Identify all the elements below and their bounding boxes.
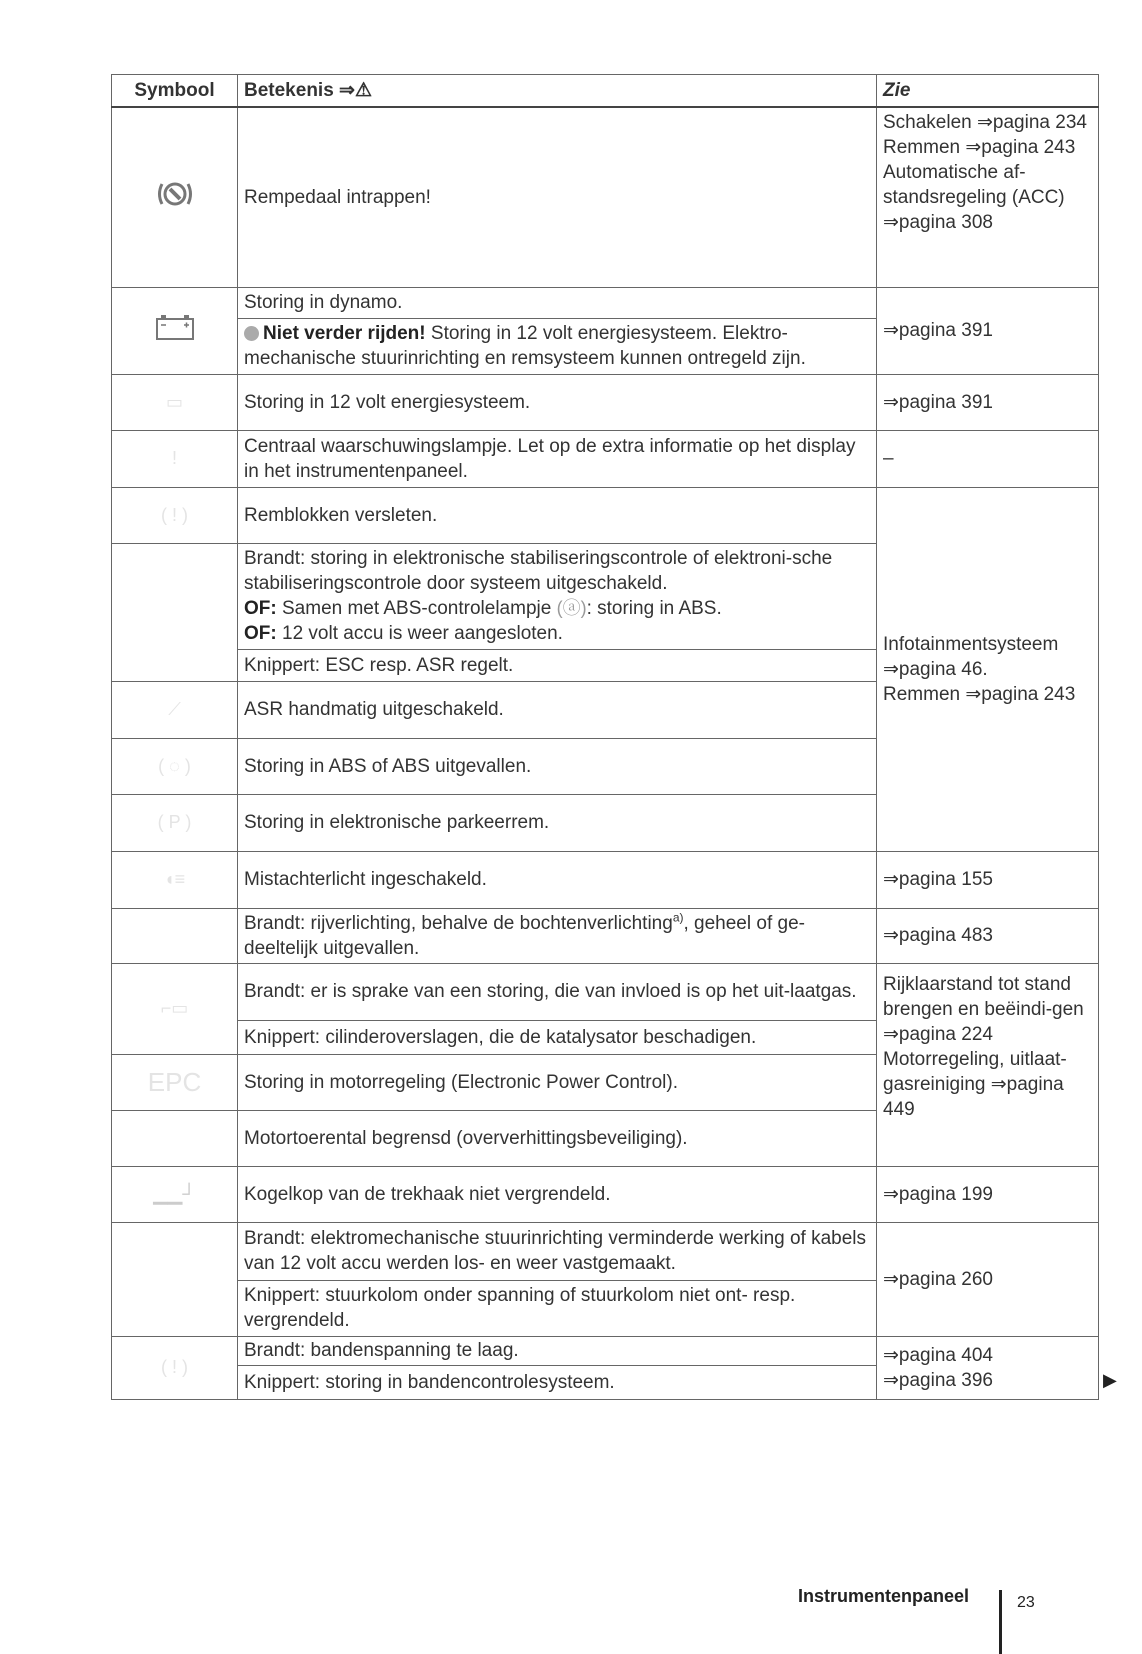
meaning-cell: Knippert: cilinderoverslagen, die de katalysator beschadigen. xyxy=(238,1020,877,1054)
header-meaning-label: Betekenis ⇒ xyxy=(244,80,355,101)
table-row xyxy=(112,374,1099,430)
abs-icon: ( ◌ ) xyxy=(112,738,238,794)
battery-icon xyxy=(112,287,238,374)
epc-icon: EPC xyxy=(112,1054,238,1110)
battery-faint-icon: ▭ xyxy=(112,374,238,430)
parking-brake-icon: ( P ) xyxy=(112,794,238,851)
meaning-text: Brandt: storing in elektronische stabiliseringscontrole of elektroni-sche stabiliseringscontrole door systeem uitgeschakeld. xyxy=(244,548,833,594)
meaning-text: , geheel of ge-deeltelijk uitgevallen. xyxy=(244,912,805,959)
see-cell: Schakelen ⇒pagina 234 Remmen ⇒pagina 243 Automatische af-standsregeling (ACC) ⇒pagina 308 xyxy=(877,107,1099,287)
see-cell: ⇒pagina 483 xyxy=(877,908,1099,963)
meaning-text: Storing in 12 volt energiesysteem. Elektro-mechanische stuurinrichting en remsysteem kunnen ontregeld zijn. xyxy=(244,323,806,369)
meaning-cell: Brandt: elektromechanische stuurinrichting verminderde werking of kabels van 12 volt accu werden los- en weer vastgemaakt. xyxy=(238,1222,877,1280)
table-header xyxy=(112,75,1099,108)
see-cell: ⇒pagina 260 xyxy=(877,1222,1099,1336)
meaning-cell xyxy=(238,318,877,374)
meaning-cell: Knippert: stuurkolom onder spanning of stuurkolom niet ont- resp. vergrendeld. xyxy=(238,1280,877,1336)
meaning-cell: Rempedaal intrappen! xyxy=(238,107,877,287)
meaning-cell: Storing in ABS of ABS uitgevallen. xyxy=(238,738,877,794)
meaning-cell xyxy=(238,908,877,963)
meaning-cell: Storing in motorregeling (Electronic Power Control). xyxy=(238,1054,877,1110)
footnote-ref: a) xyxy=(672,910,684,925)
header-meaning xyxy=(238,75,877,108)
table-row xyxy=(112,1222,1099,1280)
empty-symbol-cell xyxy=(112,908,238,963)
table-row xyxy=(112,908,1099,963)
rear-fog-light-icon: ◖≡ xyxy=(112,851,238,908)
meaning-cell: ASR handmatig uitgeschakeld. xyxy=(238,681,877,738)
table-row xyxy=(112,287,1099,318)
meaning-text: 12 volt accu is weer aangesloten. xyxy=(282,623,563,644)
footer-divider xyxy=(999,1590,1002,1654)
meaning-cell: Storing in 12 volt energiesysteem. xyxy=(238,374,877,430)
table-row xyxy=(112,963,1099,1020)
warning-text: Niet verder rijden! xyxy=(263,323,426,344)
brake-pads-icon: ( ! ) xyxy=(112,487,238,543)
see-cell: ⇒pagina 155 xyxy=(877,851,1099,908)
footer-section-title: Instrumentenpaneel xyxy=(798,1586,970,1606)
see-cell: ⇒pagina 199 xyxy=(877,1166,1099,1222)
table-row xyxy=(112,1166,1099,1222)
meaning-cell: Mistachterlicht ingeschakeld. xyxy=(238,851,877,908)
central-warning-icon: ! xyxy=(112,430,238,487)
empty-symbol-cell xyxy=(112,1222,238,1336)
continue-arrow-icon: ▶ xyxy=(1103,1370,1117,1390)
table-row xyxy=(112,107,1099,287)
stop-icon xyxy=(244,326,259,341)
meaning-text: Samen met ABS-controlelampje xyxy=(282,598,552,619)
meaning-cell: Knippert: storing in bandencontrolesysteem. xyxy=(238,1365,877,1399)
see-cell xyxy=(877,1336,1099,1399)
table-row xyxy=(112,487,1099,543)
meaning-cell xyxy=(238,543,877,649)
warning-lights-table xyxy=(111,74,1099,1400)
see-cell: ⇒pagina 391 xyxy=(877,287,1099,374)
warning-triangle-icon: ⚠ xyxy=(354,80,373,101)
meaning-cell: Kogelkop van de trekhaak niet vergrendeld. xyxy=(238,1166,877,1222)
table-row xyxy=(112,1336,1099,1365)
see-cell: ⇒pagina 391 xyxy=(877,374,1099,430)
see-cell: Infotainmentsysteem ⇒pagina 46. Remmen ⇒pagina 243 xyxy=(877,487,1099,851)
asr-off-icon: ⟋ xyxy=(112,681,238,738)
meaning-cell: Motortoerental begrensd (oververhittingsbeveiliging). xyxy=(238,1110,877,1166)
see-link[interactable]: ⇒pagina 396 xyxy=(883,1369,993,1391)
meaning-cell: Brandt: bandenspanning te laag. xyxy=(238,1336,877,1365)
meaning-cell: Storing in dynamo. xyxy=(238,287,877,318)
see-cell: Rijklaarstand tot stand brengen en beëindi-gen ⇒pagina 224 Motorregeling, uitlaat-gasreiniging ⇒pagina 449 xyxy=(877,963,1099,1166)
meaning-cell: Storing in elektronische parkeerrem. xyxy=(238,794,877,851)
esc-icon xyxy=(112,543,238,681)
table-row xyxy=(112,851,1099,908)
see-cell: – xyxy=(877,430,1099,487)
meaning-cell: Remblokken versleten. xyxy=(238,487,877,543)
header-symbol: Symbool xyxy=(112,75,238,108)
meaning-cell: Centraal waarschuwingslampje. Let op de extra informatie op het display in het instrumentenpaneel. xyxy=(238,430,877,487)
or-label: OF: xyxy=(244,623,277,644)
page-number: 23 xyxy=(1017,1594,1035,1611)
meaning-cell: Knippert: ESC resp. ASR regelt. xyxy=(238,649,877,681)
engine-check-icon: ⌐▭ xyxy=(112,963,238,1054)
tow-hook-icon: ▁▁┘ xyxy=(112,1166,238,1222)
header-see: Zie xyxy=(877,75,1099,108)
or-label: OF: xyxy=(244,598,277,619)
meaning-text: Brandt: rijverlichting, behalve de bochtenverlichting xyxy=(244,912,673,934)
meaning-text: : storing in ABS. xyxy=(586,598,722,619)
tire-pressure-icon: ( ! ) xyxy=(112,1336,238,1399)
abs-icon: (ⓐ) xyxy=(556,598,587,618)
empty-symbol-cell xyxy=(112,1110,238,1166)
see-link[interactable]: ⇒pagina 404 xyxy=(883,1344,993,1366)
table-row xyxy=(112,430,1099,487)
meaning-cell: Brandt: er is sprake van een storing, die van invloed is op het uit-laatgas. xyxy=(238,963,877,1020)
brake-pedal-icon xyxy=(112,107,238,287)
